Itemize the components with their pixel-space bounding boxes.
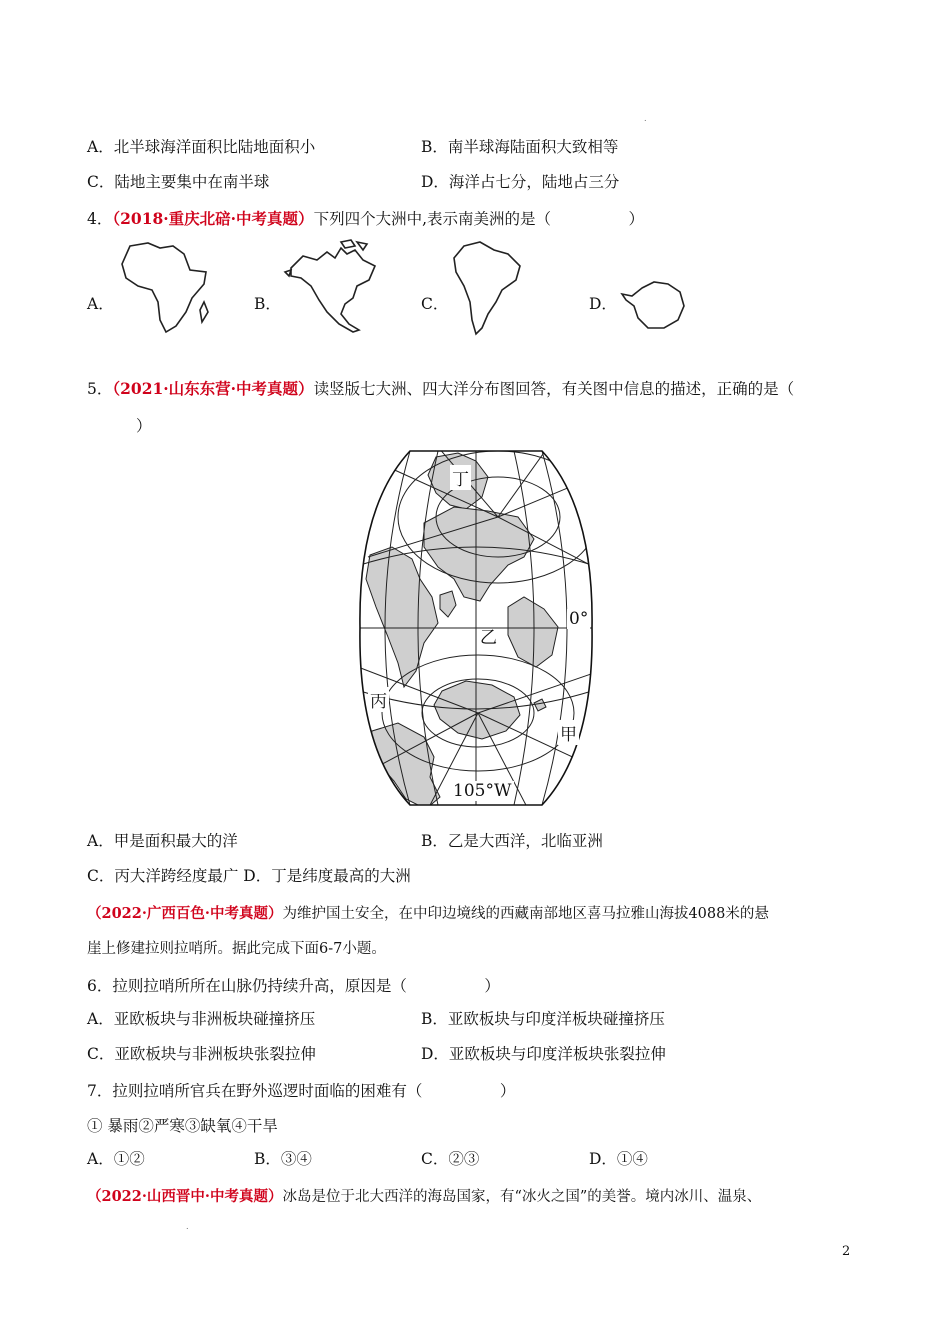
passage-6-7-source: （2022·广西百色·中考真题） bbox=[87, 905, 283, 922]
stray-dot: . bbox=[186, 1222, 189, 1231]
map-label-jia: 甲 bbox=[558, 720, 579, 745]
q5-number: 5． bbox=[87, 380, 113, 398]
q7-option-d: D．①④ bbox=[589, 1150, 648, 1168]
q4-number: 4． bbox=[87, 210, 113, 228]
q5-stem-close: ） bbox=[136, 417, 152, 435]
q7-option-a: A．①② bbox=[87, 1150, 145, 1168]
q3-option-c: C．陆地主要集中在南半球 bbox=[87, 173, 270, 191]
map-label-equator: 0° bbox=[569, 609, 589, 629]
q6-option-b: B．亚欧板块与印度洋板块碰撞挤压 bbox=[421, 1010, 665, 1028]
map-label-bing: 丙 bbox=[368, 687, 389, 712]
q4-option-a-label: A． bbox=[87, 295, 114, 313]
q4-source: （2018·重庆北碚·中考真题） bbox=[112, 209, 314, 228]
passage-iceland-line bbox=[87, 1185, 761, 1206]
passage-6-7-text1: 为维护国土安全，在中印边境线的西藏南部地区喜马拉雅山海拔4088米的悬 bbox=[282, 906, 769, 922]
antarctica-map-icon bbox=[620, 278, 686, 333]
world-map-figure bbox=[358, 447, 594, 809]
q5-stem: 读竖版七大洲、四大洋分布图回答，有关图中信息的描述，正确的是（ bbox=[313, 380, 795, 398]
passage-iceland-text: 冰岛是位于北大西洋的海岛国家，有“冰火之国”的美誉。境内冰川、温泉、 bbox=[282, 1189, 762, 1205]
south-america-map-icon bbox=[450, 240, 525, 336]
q7-option-c: C．②③ bbox=[421, 1150, 480, 1168]
passage-6-7-line1 bbox=[87, 902, 769, 923]
map-label-meridian: 105°W bbox=[450, 781, 514, 801]
q7-stem: 7．拉则拉哨所官兵在野外巡逻时面临的困难有（ ） bbox=[87, 1082, 516, 1100]
passage-iceland-source: （2022·山西晋中·中考真题） bbox=[87, 1188, 283, 1205]
world-map-graticule bbox=[358, 447, 594, 809]
passage-6-7-line2: 崖上修建拉则拉哨所。据此完成下面6-7小题。 bbox=[87, 941, 386, 957]
q4-option-b-label: B． bbox=[254, 295, 281, 313]
q6-option-a: A．亚欧板块与非洲板块碰撞挤压 bbox=[87, 1010, 316, 1028]
map-label-ding: 丁 bbox=[450, 465, 471, 490]
q5-option-b: B．乙是大西洋，北临亚洲 bbox=[421, 832, 603, 850]
africa-map-icon bbox=[118, 240, 213, 336]
page-number: 2 bbox=[842, 1244, 851, 1259]
q5-stem-line bbox=[87, 377, 794, 399]
q4-option-d-label: D． bbox=[589, 295, 617, 313]
q4-stem: 下列四个大洲中,表示南美洲的是（ ） bbox=[313, 210, 644, 228]
q5-option-a: A．甲是面积最大的洋 bbox=[87, 832, 238, 850]
north-america-map-icon bbox=[283, 238, 381, 336]
map-label-yi: 乙 bbox=[480, 628, 497, 648]
stray-dot: . bbox=[644, 114, 647, 123]
q3-option-d: D．海洋占七分，陆地占三分 bbox=[421, 173, 620, 191]
q4-option-c-label: C． bbox=[421, 295, 449, 313]
q6-option-c: C．亚欧板块与非洲板块张裂拉伸 bbox=[87, 1045, 316, 1063]
q4-stem-line bbox=[87, 207, 644, 229]
q7-option-b: B．③④ bbox=[254, 1150, 312, 1168]
q6-option-d: D．亚欧板块与印度洋板块张裂拉伸 bbox=[421, 1045, 666, 1063]
q3-option-b: B．南半球海陆面积大致相等 bbox=[421, 138, 619, 156]
q3-option-a: A．北半球海洋面积比陆地面积小 bbox=[87, 138, 316, 156]
q5-option-cd: C．丙大洋跨经度最广 D．丁是纬度最高的大洲 bbox=[87, 867, 411, 885]
q5-source: （2021·山东东营·中考真题） bbox=[112, 379, 314, 398]
q6-stem: 6．拉则拉哨所所在山脉仍持续升高，原因是（ ） bbox=[87, 977, 500, 995]
q7-items: ① 暴雨②严寒③缺氧④干旱 bbox=[87, 1117, 278, 1135]
